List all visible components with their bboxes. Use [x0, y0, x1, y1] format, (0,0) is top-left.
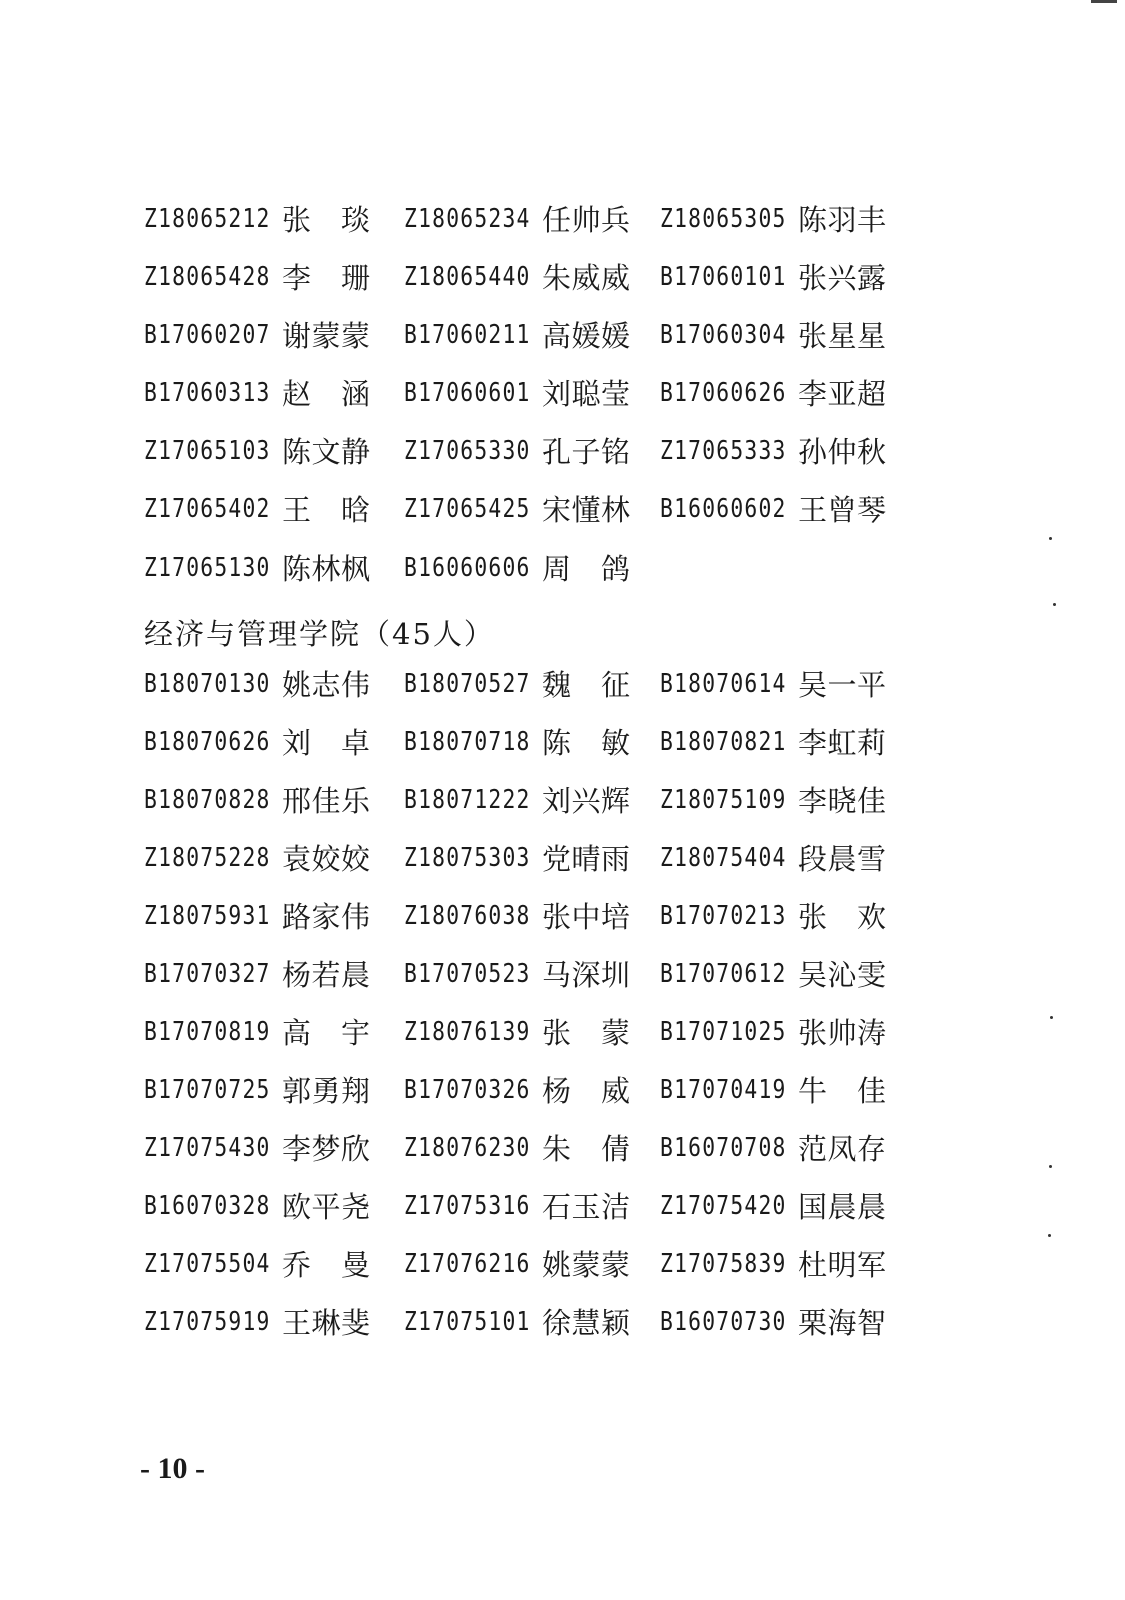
list-item: [660, 1127, 886, 1168]
list-row: [144, 314, 904, 354]
list-item: [144, 721, 370, 762]
student-id: Z17075919: [144, 1306, 271, 1337]
student-id: B17060601: [404, 377, 531, 408]
list-row: [144, 198, 904, 238]
student-id: B17070612: [660, 958, 787, 989]
student-name: 段晨雪: [798, 842, 886, 876]
list-item: [144, 314, 370, 355]
student-name: 邢佳乐: [282, 784, 370, 818]
list-item: [144, 1011, 370, 1052]
list-item: [144, 837, 370, 878]
list-item: [404, 1011, 630, 1052]
student-id: B17071025: [660, 1016, 787, 1047]
list-item: [404, 663, 630, 704]
student-name: 范凤存: [798, 1132, 886, 1166]
student-id: Z18076038: [404, 900, 531, 931]
student-id: B18070130: [144, 668, 271, 699]
student-name: 袁姣姣: [282, 842, 370, 876]
list-row: [144, 779, 904, 819]
student-name: 姚蒙蒙: [542, 1248, 630, 1282]
student-id: B18071222: [404, 784, 531, 815]
student-id: Z17065402: [144, 493, 271, 524]
section-heading-economics-management: 经济与管理学院（45人）: [144, 617, 495, 651]
student-name: 李亚超: [798, 377, 886, 411]
student-name: 郭勇翔: [282, 1074, 370, 1108]
student-id: B17060304: [660, 319, 787, 350]
student-name: 宋懂林: [542, 493, 630, 527]
list-row: [144, 1011, 904, 1051]
student-id: Z17075504: [144, 1248, 271, 1279]
list-item: [144, 1127, 370, 1168]
list-item: [660, 721, 886, 762]
list-item: [144, 895, 370, 936]
student-id: B17060211: [404, 319, 531, 350]
list-item: [404, 1127, 630, 1168]
student-id: Z18075931: [144, 900, 271, 931]
student-id: Z18076139: [404, 1016, 531, 1047]
list-item: [144, 1185, 370, 1226]
student-name: 张 琰: [282, 203, 370, 237]
student-name: 栗海智: [798, 1306, 886, 1340]
list-row: [144, 1301, 904, 1341]
list-item: [660, 1011, 886, 1052]
list-item: [660, 779, 886, 820]
list-item: [660, 198, 886, 239]
list-row: [144, 256, 904, 296]
student-id: Z17075101: [404, 1306, 531, 1337]
list-row: [144, 488, 904, 528]
list-row: [144, 895, 904, 935]
student-name: 王曾琴: [798, 493, 886, 527]
student-name: 李晓佳: [798, 784, 886, 818]
list-item: [144, 430, 370, 471]
student-name: 欧平尧: [282, 1190, 370, 1224]
student-id: B17070419: [660, 1074, 787, 1105]
student-id: Z17075839: [660, 1248, 787, 1279]
list-item: [660, 663, 886, 704]
list-item: [404, 198, 630, 239]
list-item: [404, 1243, 630, 1284]
student-id: B18070626: [144, 726, 271, 757]
list-row: [144, 837, 904, 877]
student-name: 张中培: [542, 900, 630, 934]
student-id: Z17075316: [404, 1190, 531, 1221]
list-item: [404, 953, 630, 994]
list-item: [404, 547, 630, 588]
list-item: [660, 953, 886, 994]
student-id: B16070708: [660, 1132, 787, 1163]
list-row: [144, 953, 904, 993]
student-id: B16060606: [404, 552, 531, 583]
list-item: [660, 837, 886, 878]
student-id: Z17065425: [404, 493, 531, 524]
student-name: 朱威威: [542, 261, 630, 295]
list-row: [144, 721, 904, 761]
student-id: Z17065130: [144, 552, 271, 583]
student-name: 张星星: [798, 319, 886, 353]
student-name: 刘兴辉: [542, 784, 630, 818]
student-id: Z18075303: [404, 842, 531, 873]
list-item: [144, 953, 370, 994]
list-item: [144, 547, 370, 588]
student-id: Z18075404: [660, 842, 787, 873]
list-row: [144, 663, 904, 703]
student-name: 牛 佳: [798, 1074, 886, 1108]
list-item: [660, 488, 886, 529]
list-item: [404, 721, 630, 762]
list-item: [660, 256, 886, 297]
student-name: 马深圳: [542, 958, 630, 992]
student-id: B17060313: [144, 377, 271, 408]
list-item: [660, 1185, 886, 1226]
scan-speck: [1053, 603, 1056, 606]
list-row: [144, 1069, 904, 1109]
student-name: 李梦欣: [282, 1132, 370, 1166]
list-item: [144, 1069, 370, 1110]
student-name: 王 晗: [282, 493, 370, 527]
student-name: 党晴雨: [542, 842, 630, 876]
student-id: Z18065440: [404, 261, 531, 292]
student-id: B18070527: [404, 668, 531, 699]
student-name: 乔 曼: [282, 1248, 370, 1282]
list-row: [144, 1243, 904, 1283]
student-name: 刘聪莹: [542, 377, 630, 411]
student-name: 吴沁雯: [798, 958, 886, 992]
student-id: Z17075430: [144, 1132, 271, 1163]
student-name: 张 蒙: [542, 1016, 630, 1050]
student-id: B16070328: [144, 1190, 271, 1221]
list-item: [404, 779, 630, 820]
list-item: [144, 488, 370, 529]
student-id: Z17065103: [144, 435, 271, 466]
list-item: [144, 779, 370, 820]
list-item: [404, 1301, 630, 1342]
student-id: B17070725: [144, 1074, 271, 1105]
list-item: [404, 314, 630, 355]
scan-speck: [1048, 1234, 1051, 1237]
student-name: 陈林枫: [282, 552, 370, 586]
list-item: [660, 314, 886, 355]
student-id: B18070614: [660, 668, 787, 699]
scan-speck: [1049, 537, 1052, 540]
student-name: 孔子铭: [542, 435, 630, 469]
student-name: 任帅兵: [542, 203, 630, 237]
list-item: [144, 372, 370, 413]
student-name: 吴一平: [798, 668, 886, 702]
student-id: B17070327: [144, 958, 271, 989]
student-name: 路家伟: [282, 900, 370, 934]
list-item: [660, 1069, 886, 1110]
list-item: [404, 1069, 630, 1110]
student-name: 张帅涛: [798, 1016, 886, 1050]
student-id: B18070828: [144, 784, 271, 815]
list-item: [404, 372, 630, 413]
page-number: - 10 -: [140, 1452, 205, 1485]
list-item: [144, 1301, 370, 1342]
student-name: 孙仲秋: [798, 435, 886, 469]
page-corner-mark: [1091, 0, 1117, 3]
student-name: 周 鸽: [542, 552, 630, 586]
student-name: 王琳斐: [282, 1306, 370, 1340]
student-name: 高媛媛: [542, 319, 630, 353]
student-name: 徐慧颖: [542, 1306, 630, 1340]
list-item: [660, 1301, 886, 1342]
student-id: Z18065212: [144, 203, 271, 234]
student-id: B17070326: [404, 1074, 531, 1105]
list-row: [144, 547, 904, 587]
list-item: [404, 1185, 630, 1226]
student-id: Z18075109: [660, 784, 787, 815]
student-name: 李 珊: [282, 261, 370, 295]
student-id: B17070819: [144, 1016, 271, 1047]
student-name: 刘 卓: [282, 726, 370, 760]
student-id: Z18065234: [404, 203, 531, 234]
scan-speck: [1050, 1016, 1053, 1019]
student-id: B17060101: [660, 261, 787, 292]
list-item: [144, 198, 370, 239]
list-item: [660, 895, 886, 936]
list-item: [404, 488, 630, 529]
student-id: Z17076216: [404, 1248, 531, 1279]
list-item: [404, 430, 630, 471]
student-name: 陈文静: [282, 435, 370, 469]
student-name: 谢蒙蒙: [282, 319, 370, 353]
student-name: 张 欢: [798, 900, 886, 934]
student-name: 杨若晨: [282, 958, 370, 992]
list-row: [144, 372, 904, 412]
student-id: Z17065333: [660, 435, 787, 466]
scan-speck: [1049, 1165, 1052, 1168]
list-row: [144, 1127, 904, 1167]
student-id: B17060207: [144, 319, 271, 350]
list-item: [144, 256, 370, 297]
student-name: 张兴露: [798, 261, 886, 295]
list-item: [660, 430, 886, 471]
student-id: Z18076230: [404, 1132, 531, 1163]
student-name: 魏 征: [542, 668, 630, 702]
list-item: [404, 895, 630, 936]
student-id: Z18065428: [144, 261, 271, 292]
list-row: [144, 430, 904, 470]
student-id: B17060626: [660, 377, 787, 408]
student-id: Z17065330: [404, 435, 531, 466]
list-item: [144, 663, 370, 704]
student-name: 陈羽丰: [798, 203, 886, 237]
student-name: 杨 威: [542, 1074, 630, 1108]
student-name: 石玉洁: [542, 1190, 630, 1224]
student-id: B18070718: [404, 726, 531, 757]
student-name: 陈 敏: [542, 726, 630, 760]
student-id: B16060602: [660, 493, 787, 524]
student-name: 国晨晨: [798, 1190, 886, 1224]
student-id: B16070730: [660, 1306, 787, 1337]
list-item: [660, 1243, 886, 1284]
student-id: B17070213: [660, 900, 787, 931]
student-id: Z18075228: [144, 842, 271, 873]
student-id: B17070523: [404, 958, 531, 989]
student-name: 李虹莉: [798, 726, 886, 760]
list-item: [144, 1243, 370, 1284]
student-id: Z17075420: [660, 1190, 787, 1221]
student-name: 赵 涵: [282, 377, 370, 411]
list-item: [404, 837, 630, 878]
student-name: 朱 倩: [542, 1132, 630, 1166]
student-name: 杜明军: [798, 1248, 886, 1282]
student-name: 高 宇: [282, 1016, 370, 1050]
student-name: 姚志伟: [282, 668, 370, 702]
list-item: [404, 256, 630, 297]
student-id: B18070821: [660, 726, 787, 757]
list-item: [660, 372, 886, 413]
list-row: [144, 1185, 904, 1225]
student-id: Z18065305: [660, 203, 787, 234]
